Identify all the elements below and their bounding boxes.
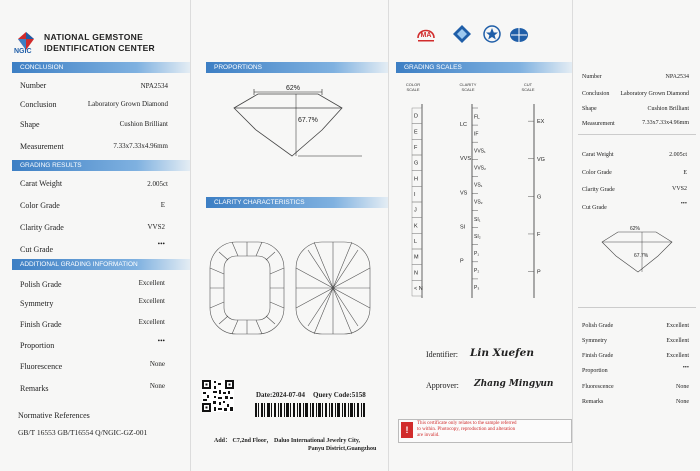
measurement-value: 7.33x7.33x4.96mm — [113, 142, 168, 150]
summary-remarks-label: Remarks — [582, 399, 604, 405]
report-date: Date:2024-07-04 — [256, 391, 305, 399]
number-value: NPA2534 — [140, 82, 168, 90]
accreditation-logo-3 — [509, 26, 529, 44]
summary-polish-label: Polish Grade — [582, 323, 614, 329]
summary-remarks-value: None — [676, 399, 689, 405]
summary-number-value: NPA2534 — [665, 74, 689, 80]
star-badge-icon — [482, 24, 502, 44]
clarity-group-label: VS — [460, 190, 468, 197]
remarks-label: Remarks — [20, 384, 49, 393]
summary-shape-label: Shape — [582, 106, 597, 112]
cma-seal-icon — [415, 24, 437, 44]
carat-label: Carat Weight — [20, 179, 63, 188]
proportions-header: PROPORTIONS — [206, 62, 388, 73]
summary-measurement-value: 7.33x7.33x4.96mm — [642, 120, 689, 126]
table-percentage: 62% — [286, 85, 301, 92]
clarity-grade-tick: VVS₁ — [474, 148, 486, 155]
cut-grade-tick: P — [537, 269, 541, 276]
clarity-grade-tick: SI₁ — [474, 216, 481, 223]
summary-shape-value: Cushion Brilliant — [647, 106, 689, 112]
clarity-grade-tick: P₃ — [474, 285, 480, 292]
summary-measurement-label: Measurement — [582, 121, 615, 127]
color-grade-tick: G — [414, 160, 419, 167]
warning-icon: ! — [401, 422, 413, 438]
summary-conclusion-value: Laboratory Grown Diamond — [620, 91, 689, 97]
color-grade-tick: < N — [414, 286, 423, 293]
fold-line — [190, 0, 191, 471]
identifier-signature: Lin Xuefen — [470, 347, 534, 359]
clarity-group-label: VVS — [460, 156, 472, 163]
summary-color-value: E — [683, 170, 687, 176]
color-scale-title-2: SCALE — [406, 87, 420, 92]
clarity-group-label: P — [460, 258, 464, 265]
depth-percentage: 67.7% — [298, 117, 318, 124]
scales-svg — [396, 76, 572, 306]
polish-label: Polish Grade — [20, 280, 62, 289]
clarity-group-label: LC — [460, 121, 468, 128]
cut-grade-value: ••• — [157, 240, 165, 248]
logo-text: NGIC — [14, 48, 32, 55]
summary-fluorescence-label: Fluorescence — [582, 384, 614, 390]
symmetry-value: Excellent — [138, 297, 165, 305]
clarity-grade-tick: FL — [474, 114, 480, 121]
approver-signature: Zhang Mingyun — [474, 379, 554, 389]
query-code: Query Code:5158 — [313, 391, 366, 399]
barcode-icon — [255, 403, 365, 417]
address-line2: Panyu District,Guangzhou — [308, 446, 377, 452]
cushion-crown-diagram — [204, 238, 384, 338]
fluorescence-value: None — [149, 360, 165, 368]
color-grade-tick: D — [414, 113, 418, 120]
accreditation-logo-1 — [452, 24, 472, 44]
color-scale-title-1: COLOR — [405, 82, 421, 87]
address-line1: Add： C7,2nd Floor， Daluo International Jewelry City, — [214, 438, 361, 444]
summary-clarity-value: VVS2 — [671, 186, 687, 192]
cma-seal — [415, 24, 437, 44]
number-label: Number — [20, 81, 47, 90]
clarity-grade-tick: IF — [474, 131, 479, 138]
shape-value: Cushion Brilliant — [119, 120, 168, 128]
org-name-line1: NATIONAL GEMSTONE — [44, 32, 144, 42]
summary-symmetry-label: Symmetry — [582, 338, 607, 344]
color-grade-tick: I — [414, 192, 416, 199]
summary-proportions-diagram — [590, 224, 686, 274]
clarity-grade-value: VVS2 — [147, 223, 165, 231]
summary-fluorescence-value: None — [676, 384, 689, 390]
summary-divider-2 — [578, 307, 696, 308]
clarity-grade-tick: VS₂ — [474, 199, 483, 206]
grading-results-header: GRADING RESULTS — [12, 160, 190, 171]
cut-grade-tick: EX — [537, 119, 545, 126]
notice-box — [398, 419, 572, 443]
carat-value: 2.005ct — [147, 180, 168, 188]
summary-cut-value: ••• — [680, 201, 687, 207]
color-grade-tick: K — [414, 223, 418, 230]
color-grade-tick: J — [414, 207, 417, 214]
barcode — [255, 403, 365, 417]
finish-value: Excellent — [138, 318, 165, 326]
grading-scales-chart — [396, 76, 572, 306]
fluorescence-label: Fluorescence — [20, 362, 63, 371]
summary-clarity-label: Clarity Grade — [582, 187, 615, 193]
summary-conclusion-label: Conclusion — [582, 91, 610, 97]
additional-info-header: ADDITIONAL GRADING INFORMATION — [12, 259, 190, 270]
summary-carat-label: Carat Weight — [582, 152, 614, 158]
clarity-plot — [204, 238, 384, 338]
qr-code — [202, 380, 234, 412]
summary-polish-value: Excellent — [666, 323, 689, 329]
summary-color-label: Color Grade — [582, 170, 612, 176]
clarity-scale-title-1: CLARITY — [459, 82, 477, 87]
summary-carat-value: 2.005ct — [669, 152, 687, 158]
qr-code-icon — [202, 380, 234, 412]
measurement-label: Measurement — [20, 142, 64, 151]
proportions-diagram — [214, 84, 364, 160]
clarity-group-label: SI — [460, 224, 466, 231]
normative-refs: GB/T 16553 GB/T16554 Q/NGIC-GZ-001 — [18, 428, 148, 437]
seal-text: MA — [420, 32, 432, 39]
notice-line1: This certificate only relates to the sample referred — [417, 421, 517, 426]
globe-badge-icon — [509, 26, 529, 44]
approver-label: Approver: — [426, 381, 459, 390]
cut-grade-tick: G — [537, 194, 542, 201]
clarity-grade-tick: P₂ — [474, 268, 480, 275]
conclusion-value: Laboratory Grown Diamond — [87, 100, 168, 108]
cut-grade-label: Cut Grade — [20, 245, 54, 254]
symmetry-label: Symmetry — [20, 299, 54, 308]
org-name-line2: IDENTIFICATION CENTER — [44, 43, 155, 53]
fold-line — [388, 0, 389, 471]
accreditation-logo-2 — [482, 24, 502, 44]
summary-finish-value: Excellent — [666, 353, 689, 359]
polish-value: Excellent — [138, 279, 165, 287]
summary-proportion-label: Proportion — [582, 368, 608, 374]
clarity-grade-tick: SI₂ — [474, 233, 481, 240]
clarity-grade-label: Clarity Grade — [20, 223, 64, 232]
color-grade-tick: E — [414, 129, 418, 136]
remarks-value: None — [149, 382, 165, 390]
color-grade-tick: F — [414, 145, 418, 152]
clarity-grade-tick: VVS₂ — [474, 165, 486, 172]
normative-title: Normative References — [18, 411, 90, 420]
summary-depth-percentage: 67.7% — [634, 253, 649, 259]
summary-table-percentage: 62% — [630, 226, 641, 232]
notice-line3: are invalid. — [417, 433, 440, 438]
clarity-scale-title-2: SCALE — [461, 87, 475, 92]
color-grade-tick: L — [414, 239, 418, 246]
proportion-label: Proportion — [20, 341, 55, 350]
diamond-badge-icon — [452, 24, 472, 44]
proportion-value: ••• — [157, 337, 165, 345]
clarity-grade-tick: P₁ — [474, 250, 480, 257]
color-grade-tick: H — [414, 176, 418, 183]
fold-line — [572, 0, 573, 471]
summary-cut-label: Cut Grade — [582, 205, 607, 211]
color-grade-value: E — [160, 201, 165, 209]
summary-symmetry-value: Excellent — [666, 338, 689, 344]
conclusion-label: Conclusion — [20, 100, 57, 109]
cut-scale-title-1: CUT — [523, 82, 533, 87]
color-grade-label: Color Grade — [20, 201, 60, 210]
cut-grade-tick: VG — [537, 156, 545, 163]
notice-line2: to within. Photocopy, reproduction and alteration — [417, 427, 516, 432]
summary-finish-label: Finish Grade — [582, 353, 614, 359]
clarity-characteristics-header: CLARITY CHARACTERISTICS — [206, 197, 388, 208]
grading-scales-header: GRADING SCALES — [396, 62, 572, 73]
summary-number-label: Number — [582, 74, 602, 80]
identifier-label: Identifier: — [426, 350, 458, 359]
cut-grade-tick: F — [537, 231, 541, 238]
summary-proportion-value: ••• — [682, 365, 689, 371]
finish-label: Finish Grade — [20, 320, 62, 329]
cut-scale-title-2: SCALE — [521, 87, 535, 92]
color-grade-tick: M — [414, 254, 419, 261]
clarity-grade-tick: VS₁ — [474, 182, 483, 189]
summary-divider — [578, 134, 696, 135]
color-grade-tick: N — [414, 270, 418, 277]
shape-label: Shape — [20, 120, 40, 129]
conclusion-header: CONCLUSION — [12, 62, 190, 73]
